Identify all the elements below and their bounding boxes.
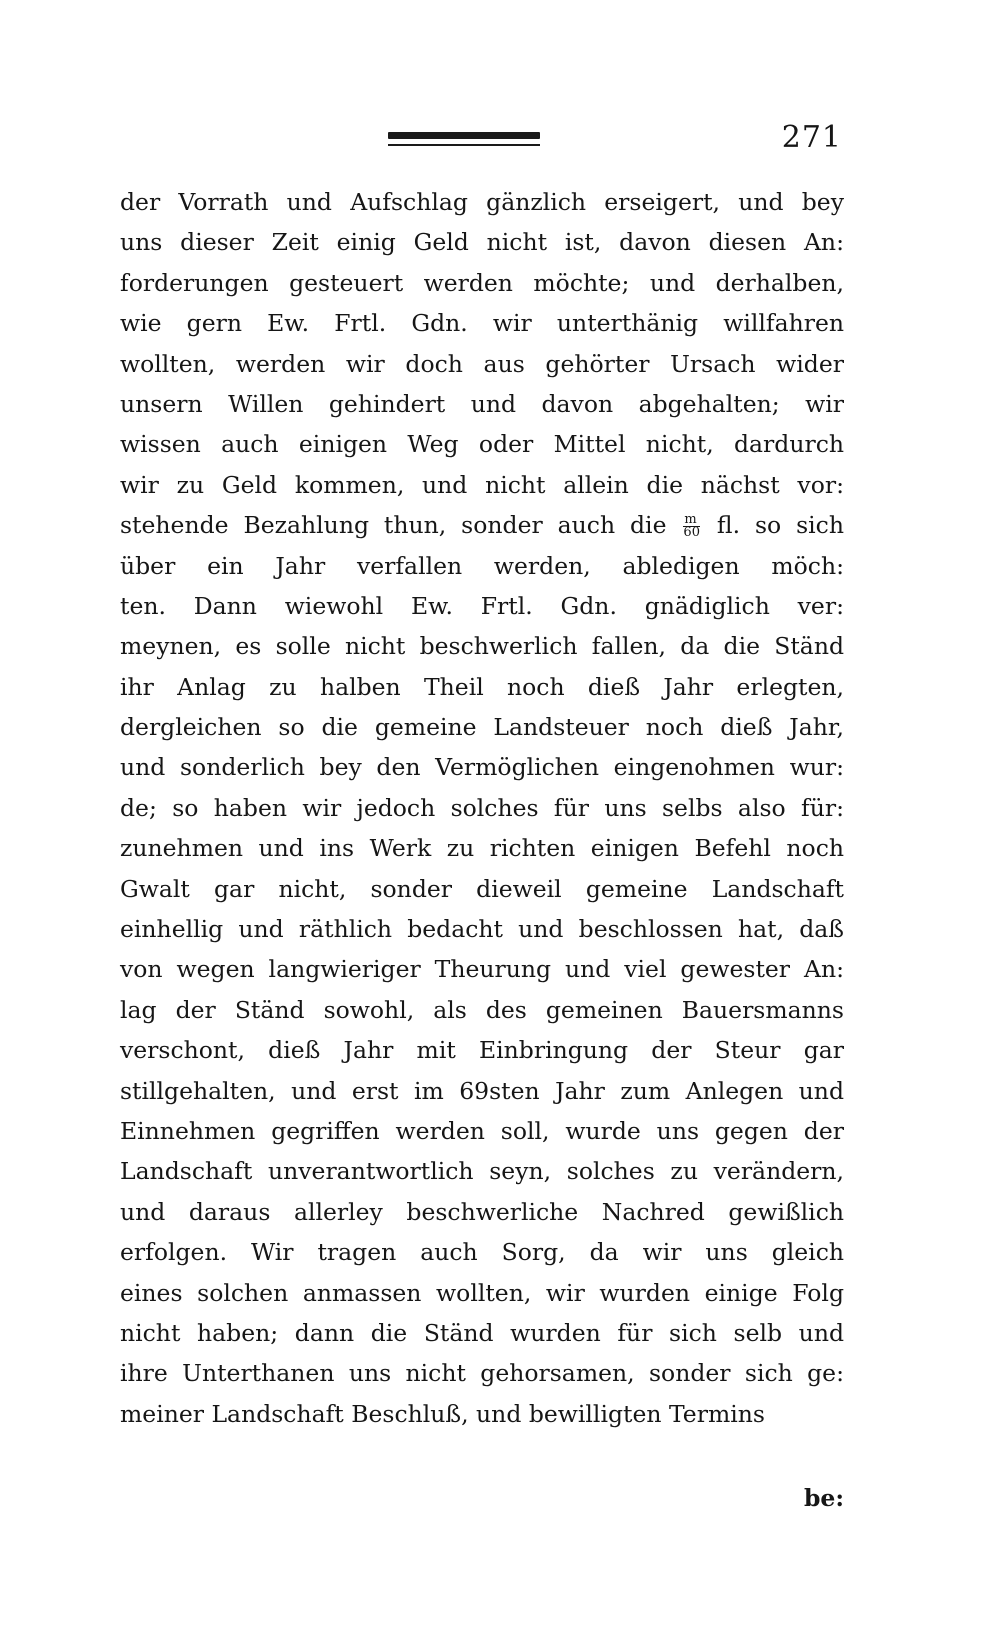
header-rule-thin (388, 144, 540, 146)
text-line-14: dergleichen so die gemeine Landsteuer noch dieß Jahr, (120, 713, 844, 742)
text-line-6: unsern Willen gehindert und davon abgehalten; wir (120, 389, 844, 418)
fraction (683, 514, 700, 539)
text-line-2: uns dieser Zeit einig Geld nicht ist, davon diesen An: (120, 228, 844, 257)
catchword: be: (803, 1484, 844, 1512)
text-line-18: Gwalt gar nicht, sonder dieweil gemeine Landschaft (120, 874, 844, 903)
text-line-3: forderungen gesteuert werden möchte; und derhalben, (120, 268, 844, 297)
text-line-24: Einnehmen gegriffen werden soll, wurde uns gegen der (120, 1116, 844, 1145)
text-line-22: verschont, dieß Jahr mit Einbringung der Steur gar (120, 1036, 844, 1065)
text-line-10: über ein Jahr verfallen werden, abledigen möch: (120, 551, 844, 580)
text-line-21: lag der Ständ sowohl, als des gemeinen Bauersmanns (120, 995, 844, 1024)
text-line-23: stillgehalten, und erst im 69sten Jahr zum Anlegen und (120, 1076, 844, 1105)
text-line-26: und daraus allerley beschwerliche Nachred gewißlich (120, 1197, 844, 1226)
text-line-4: wie gern Ew. Frtl. Gdn. wir unterthänig willfahren (120, 309, 844, 338)
body-text (120, 182, 844, 1434)
fraction-denominator: 60 (683, 525, 700, 541)
text-line-5: wollten, werden wir doch aus gehörter Ursach wider (120, 349, 844, 378)
text-line-9 (120, 505, 844, 545)
text-line-31: meiner Landschaft Beschluß, und bewilligten Termins (120, 1399, 765, 1428)
text-line-15: und sonderlich bey den Vermöglichen eingenohmen wur: (120, 753, 844, 782)
text-line-27: erfolgen. Wir tragen auch Sorg, da wir uns gleich (120, 1238, 844, 1267)
page-number: 271 (781, 120, 842, 155)
text-line-17: zunehmen und ins Werk zu richten einigen Befehl noch (120, 834, 844, 863)
text-line-16: de; so haben wir jedoch solches für uns selbs also für: (120, 793, 844, 822)
text-line-9-start: stehende Bezahlung thun, sonder auch die (120, 511, 667, 540)
text-line-19: einhellig und räthlich bedacht und beschlossen hat, daß (120, 915, 844, 944)
header-rule-thick (388, 132, 540, 139)
text-line-8: wir zu Geld kommen, und nicht allein die nächst vor: (120, 470, 844, 499)
text-line-11: ten. Dann wiewohl Ew. Frtl. Gdn. gnädiglich ver: (120, 591, 844, 620)
text-line-9-end: fl. so sich (701, 511, 844, 540)
text-line-12: meynen, es solle nicht beschwerlich fallen, da die Ständ (120, 632, 844, 661)
text-line-13: ihr Anlag zu halben Theil noch dieß Jahr erlegten, (120, 672, 844, 701)
text-line-1: der Vorrath und Aufschlag gänzlich erseigert, und bey (120, 188, 844, 216)
header-rule (388, 132, 540, 148)
text-line-29: nicht haben; dann die Ständ wurden für sich selb und (120, 1318, 844, 1347)
text-line-7: wissen auch einigen Weg oder Mittel nicht, dardurch (120, 430, 844, 459)
text-line-25: Landschaft unverantwortlich seyn, solches zu verändern, (120, 1157, 844, 1186)
text-line-28: eines solchen anmassen wollten, wir wurden einige Folg (120, 1278, 844, 1307)
text-line-30: ihre Unterthanen uns nicht gehorsamen, sonder sich ge: (120, 1359, 844, 1388)
text-line-20: von wegen langwieriger Theurung und viel gewester An: (120, 955, 844, 984)
fraction-numerator: m (683, 514, 700, 527)
